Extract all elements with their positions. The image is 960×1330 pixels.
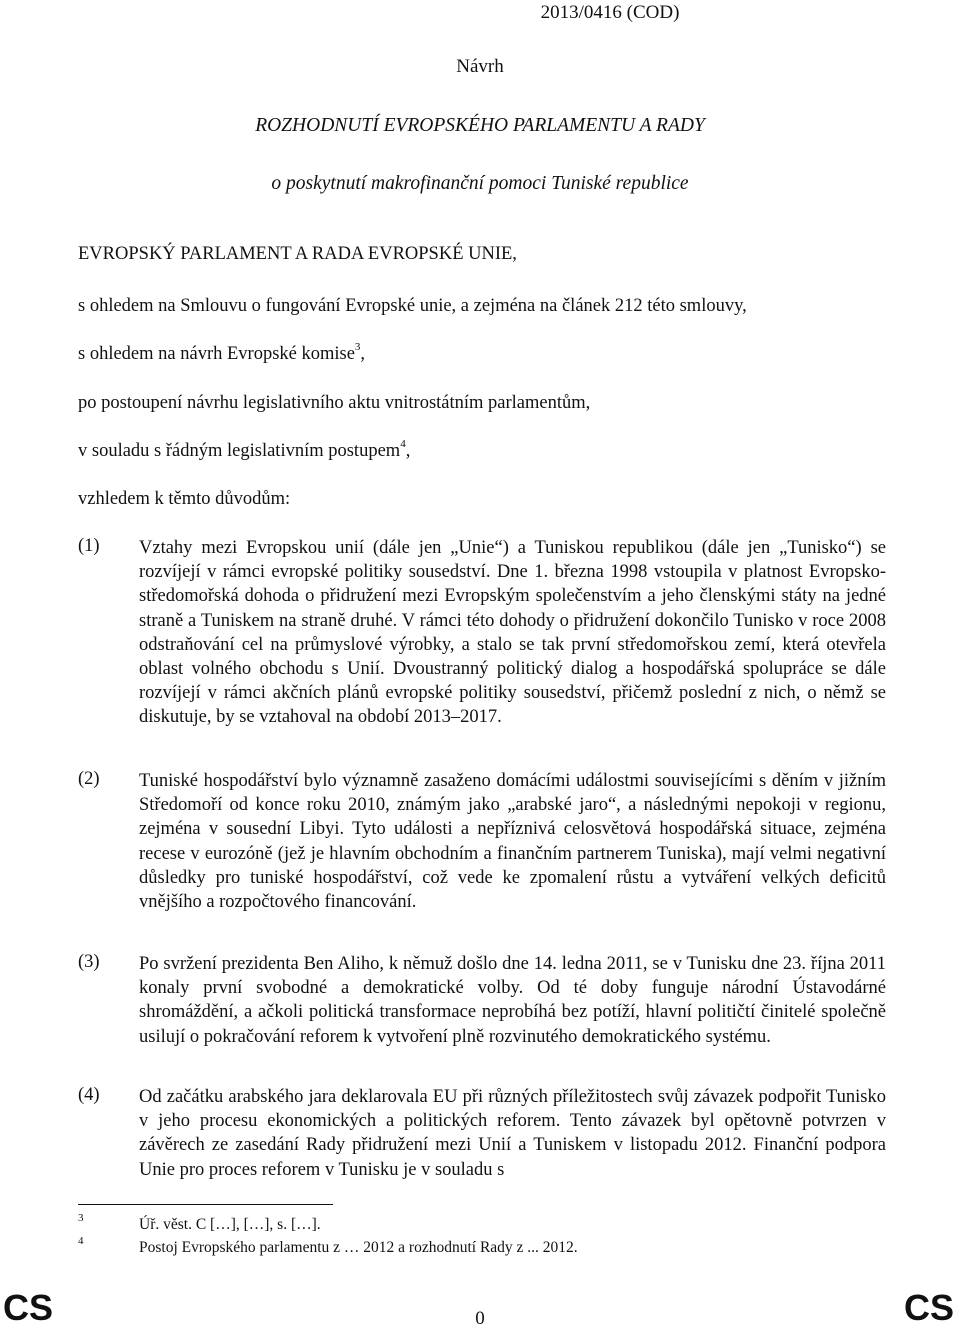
preamble-proposal-text: s ohledem na návrh Evropské komise	[78, 344, 355, 364]
footnote-text: Úř. věst. C […], […], s. […].	[139, 1216, 321, 1233]
footnote-ref-4[interactable]: 4	[400, 438, 406, 450]
footnote-separator	[78, 1204, 333, 1205]
draft-label: Návrh	[456, 56, 504, 77]
preamble-treaty: s ohledem na Smlouvu o fungování Evropské unie, a zejména na článek 212 této smlouvy,	[78, 296, 747, 316]
preamble-procedure-end: ,	[405, 441, 411, 461]
preamble-whereas: vzhledem k těmto důvodům:	[78, 489, 291, 509]
footnote-number: 4	[78, 1235, 84, 1247]
document-subtitle: o poskytnutí makrofinanční pomoci Tuniské republice	[271, 173, 689, 194]
recital-number: (3)	[78, 952, 100, 972]
preamble-transmission: po postoupení návrhu legislativního aktu vnitrostátním parlamentům,	[78, 393, 591, 413]
recital-2	[78, 769, 886, 914]
footnote-number: 3	[78, 1212, 84, 1224]
language-code-right: CS	[903, 1287, 954, 1328]
recital-number: (4)	[78, 1085, 100, 1105]
footnote-text: Postoj Evropského parlamentu z … 2012 a rozhodnutí Rady z ... 2012.	[139, 1239, 578, 1256]
preamble-proposal	[78, 341, 366, 365]
recital-text: Po svržení prezidenta Ben Aliho, k němuž došlo dne 14. ledna 2011, se v Tunisku dne 23. října 2011 konaly první svobodné a demokratické volby. Od té doby funguje národní Ústavodárné shromáždění, a ačkoli politická transformace neprobíhá bez potíží, hlavní političtí činitelé společně usilují o pokračování reforem k vytvoření plně rozvinutého demokratického systému.	[139, 954, 886, 1047]
preamble-procedure-text: v souladu s řádným legislativním postupem	[78, 441, 401, 461]
recital-3	[78, 952, 886, 1049]
preamble-proposal-end: ,	[360, 344, 366, 364]
recital-number: (1)	[78, 536, 100, 556]
preamble-procedure	[78, 438, 411, 462]
language-code-left: CS	[3, 1287, 54, 1328]
recital-text: Tuniské hospodářství bylo významně zasaženo domácími událostmi souvisejícími s děním v jižním Středomoří od konce roku 2010, známým jako „arabské jaro“, a následnými nepokoji v regionu, zejména v sousední Libyi. Tyto události a nepříznivá celosvětová hospodářská situace, zejména recese v eurozóně (jež je hlavním obchodním a finančním partnerem Tuniska), mají velmi negativní důsledky pro tuniské hospodářství, což vede ke zpomalení růstu a vytváření velkých deficitů vnějšího a rozpočtového financování.	[139, 771, 886, 913]
preamble-authors: EVROPSKÝ PARLAMENT A RADA EVROPSKÉ UNIE,	[78, 244, 517, 264]
recital-4	[78, 1085, 886, 1182]
document-title: ROZHODNUTÍ EVROPSKÉHO PARLAMENTU A RADY	[255, 115, 705, 136]
page-number: 0	[475, 1308, 485, 1329]
recital-number: (2)	[78, 769, 100, 789]
recital-1	[78, 536, 886, 730]
recital-text: Vztahy mezi Evropskou unií (dále jen „Unie“) a Tuniskou republikou (dále jen „Tunisko“) se rozvíjejí v rámci evropské politiky sousedství. Dne 1. března 1998 vstoupila v platnost Evropsko-středomořská dohoda o přidružení mezi Evropským společenstvím a jeho členskými státy na jedné straně a Tuniskem na straně druhé. V rámci této dohody o přidružení dokončilo Tunisko v roce 2008 odstraňování cel na průmyslové výrobky, a stalo se tak první středomořskou zemí, která otevřela oblast volného obchodu s Unií. Dvoustranný politický dialog a hospodářská spolupráce se dále rozvíjejí v rámci akčních plánů evropské politiky sousedství, přičemž poslední z nich, o němž se diskutuje, by se vztahoval na období 2013–2017.	[139, 538, 886, 728]
recital-text: Od začátku arabského jara deklarovala EU při různých příležitostech svůj závazek podpořit Tunisko v jeho procesu ekonomických a politických reforem. Tento závazek byl opětovně potvrzen v závěrech ze zasedání Rady přidružení mezi Unií a Tuniskem v listopadu 2012. Finanční podpora Unie pro proces reforem v Tunisku je v souladu s	[139, 1087, 886, 1180]
footnote-ref-3[interactable]: 3	[354, 341, 361, 353]
document-code: 2013/0416 (COD)	[540, 2, 680, 23]
